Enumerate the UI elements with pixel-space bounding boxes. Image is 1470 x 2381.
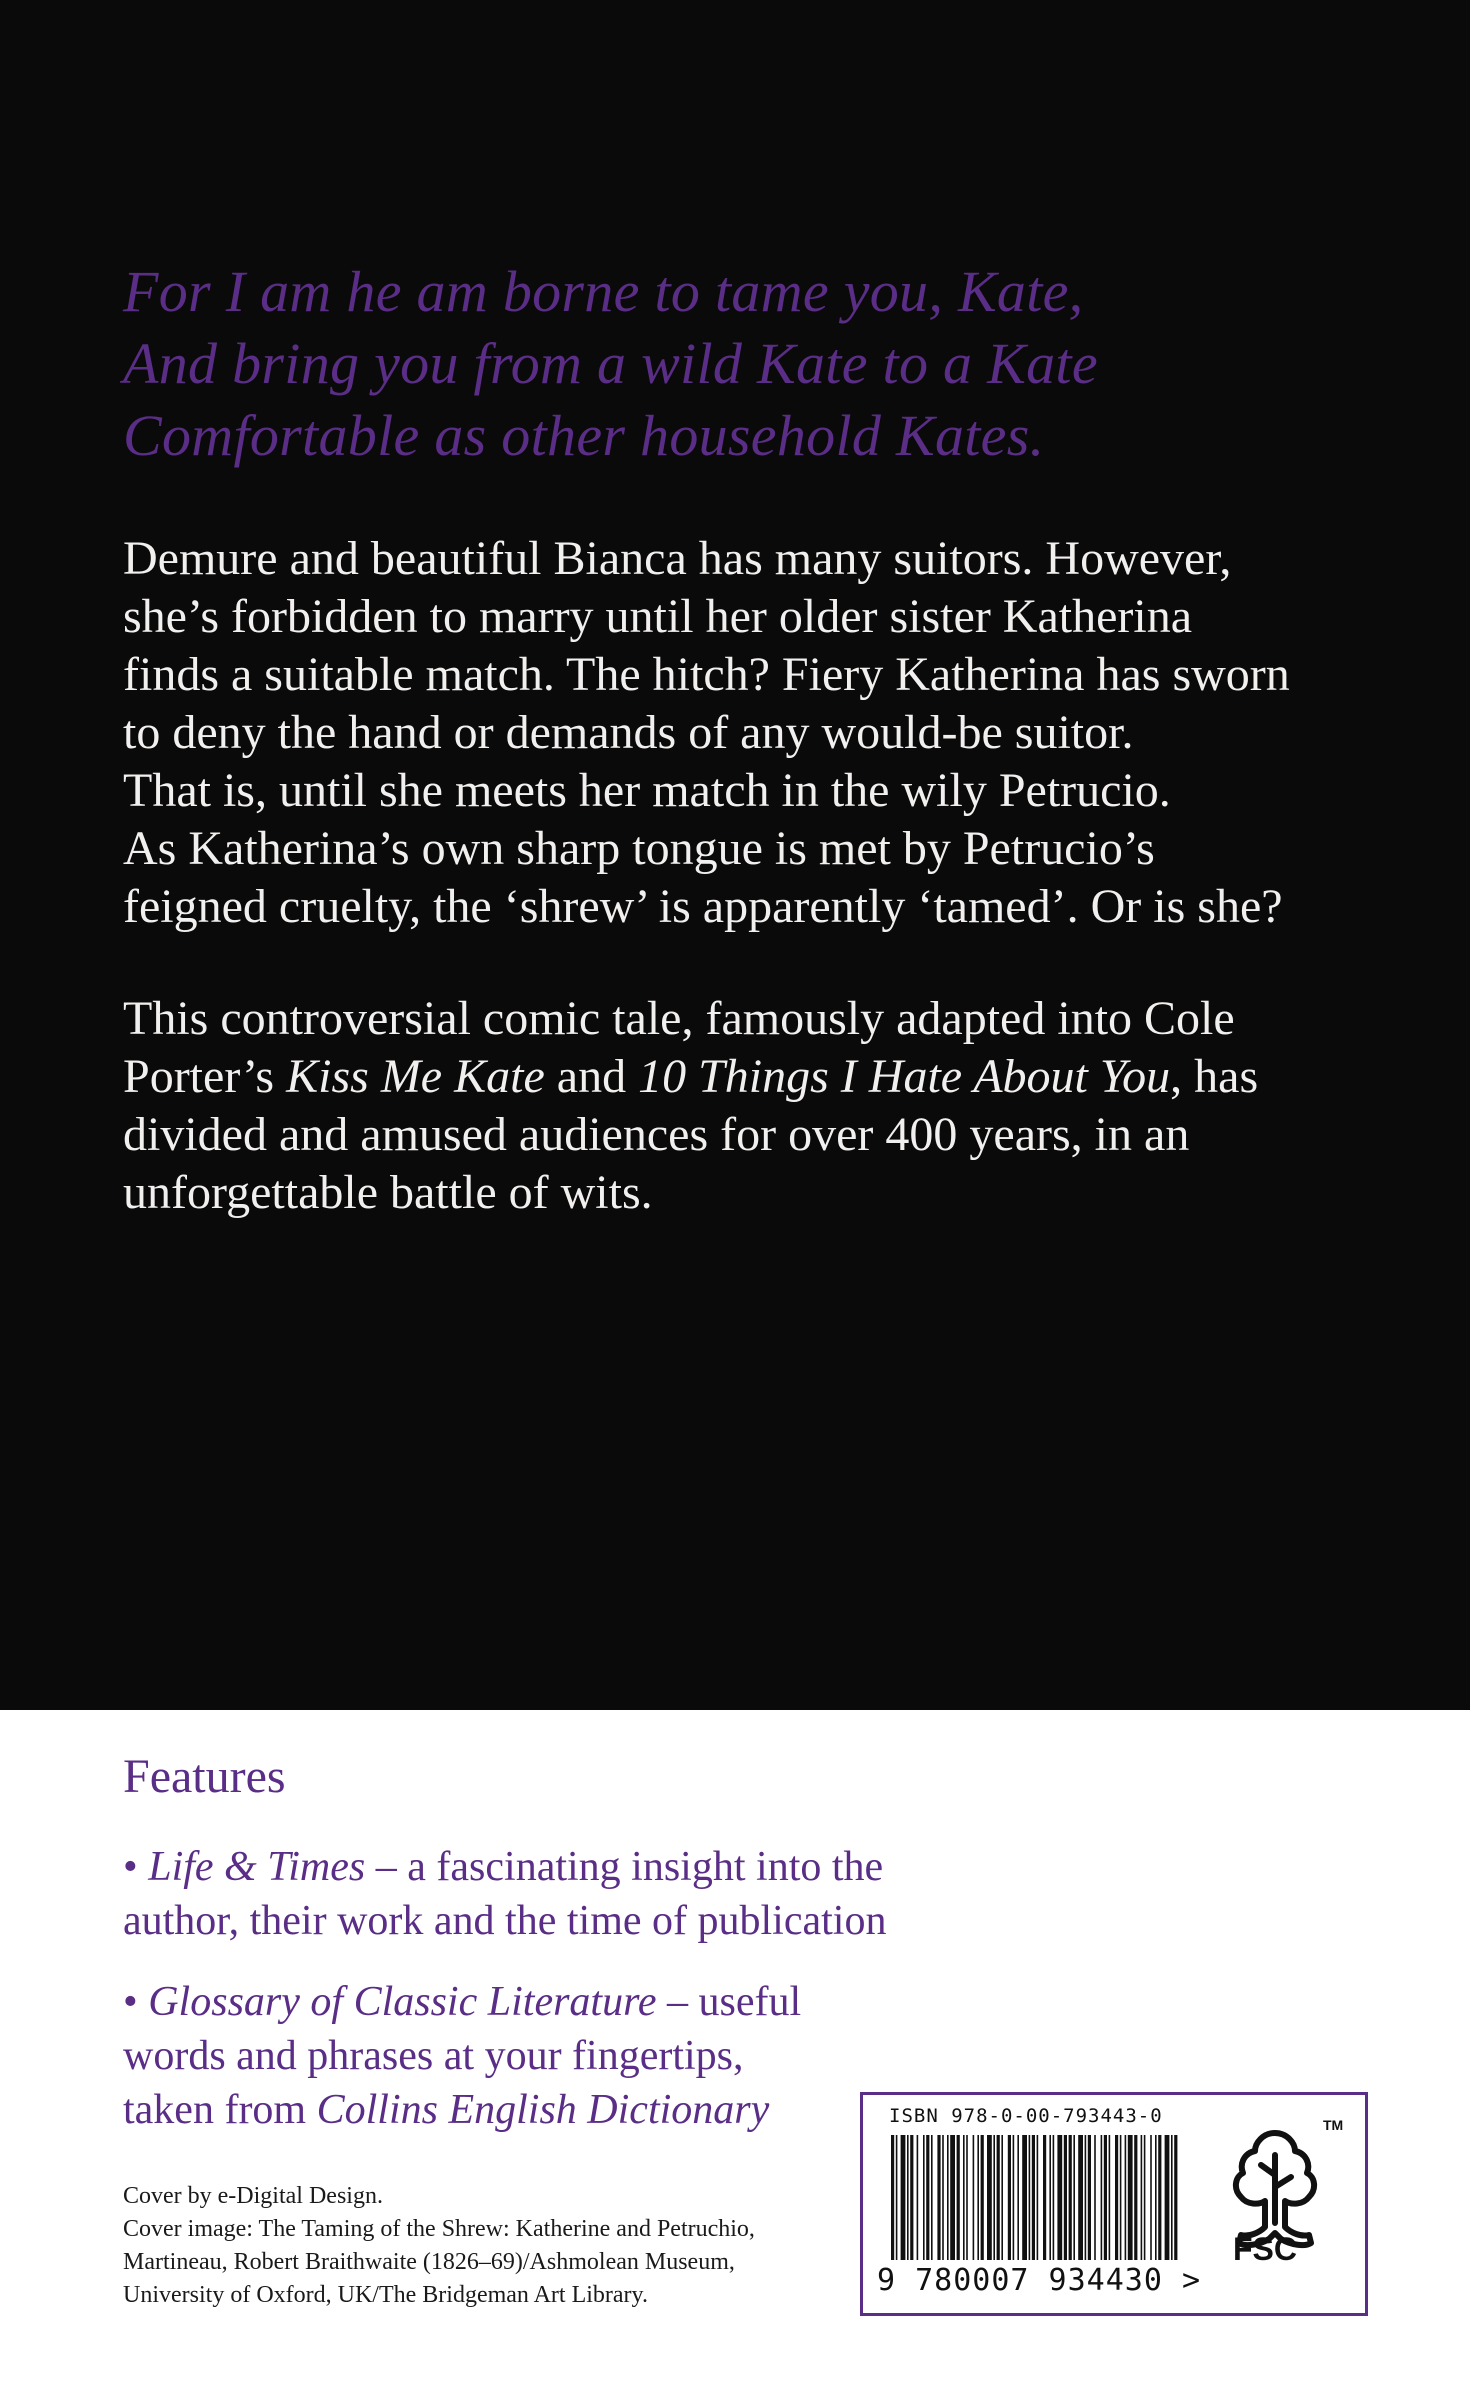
barcode-bar — [1049, 2135, 1051, 2260]
credit-line: Cover image: The Taming of the Shrew: Katherine and Petruchio, — [123, 2216, 755, 2242]
epigraph-line: And bring you from a wild Kate to a Kate — [123, 331, 1098, 396]
barcode-bar — [981, 2135, 984, 2260]
barcode-bar — [957, 2135, 960, 2260]
feature-line — [123, 2083, 943, 2137]
barcode-bar — [1109, 2135, 1111, 2260]
barcode-bar — [901, 2135, 906, 2260]
feature-glossary — [123, 1975, 943, 2137]
barcode-bar — [1134, 2135, 1137, 2260]
blurb-line: As Katherina’s own sharp tongue is met by Petrucio’s — [123, 822, 1155, 875]
bullet: • — [123, 1844, 149, 1890]
barcode-bar — [1094, 2135, 1096, 2260]
feature-text: – a fascinating insight into the — [365, 1844, 884, 1890]
barcode-digits: 9 780007 934430 > — [877, 2263, 1202, 2298]
credit-line: Cover by e-Digital Design. — [123, 2183, 383, 2209]
barcode-bar — [907, 2135, 909, 2260]
barcode-bar — [1088, 2135, 1091, 2260]
barcode-bar — [1155, 2135, 1157, 2260]
feature-line — [123, 1975, 943, 2029]
barcode-bar — [1017, 2135, 1019, 2260]
barcode-bar — [1174, 2135, 1177, 2260]
blurb-line: divided and amused audiences for over 400 years, in an — [123, 1108, 1190, 1161]
barcode-bar — [1120, 2135, 1122, 2260]
barcode-bar — [973, 2135, 975, 2260]
title-10-things: 10 Things I Hate About You — [638, 1050, 1171, 1103]
barcode-bar — [1073, 2135, 1075, 2260]
barcode-bar — [993, 2135, 995, 2260]
isbn-label: ISBN 978-0-00-793443-0 — [889, 2105, 1163, 2127]
feature-name: Life & Times — [148, 1844, 366, 1890]
barcode-bar — [1144, 2135, 1146, 2260]
barcode-bar — [1104, 2135, 1107, 2260]
blurb-line: finds a suitable match. The hitch? Fiery Katherina has sworn — [123, 648, 1290, 701]
barcode-bar — [950, 2135, 955, 2260]
feature-line: author, their work and the time of publication — [123, 1898, 887, 1944]
credit-line: Martineau, Robert Braithwaite (1826–69)/Ashmolean Museum, — [123, 2249, 735, 2275]
barcode-bar — [896, 2135, 898, 2260]
barcode-bar — [1150, 2135, 1152, 2260]
blurb-line: That is, until she meets her match in the wily Petrucio. — [123, 764, 1171, 817]
barcode-bar — [942, 2135, 944, 2260]
barcode-bar — [1053, 2135, 1055, 2260]
features-heading: Features — [123, 1750, 286, 1803]
feature-line: words and phrases at your fingertips, — [123, 2033, 744, 2079]
blurb-line: Demure and beautiful Bianca has many suitors. However, — [123, 532, 1232, 585]
barcode-bar — [1128, 2135, 1133, 2260]
bullet: • — [123, 1979, 149, 2025]
barcode-bar — [1101, 2135, 1103, 2260]
feature-life-and-times — [123, 1840, 943, 1948]
barcode-image — [883, 2135, 1183, 2275]
barcode-bar — [1029, 2135, 1031, 2260]
blurb-line: feigned cruelty, the ‘shrew’ is apparently ‘tamed’. Or is she? — [123, 880, 1283, 933]
barcode-bar — [1078, 2135, 1083, 2260]
barcode-bar — [931, 2135, 933, 2260]
blurb-text: and — [544, 1050, 639, 1103]
title-kiss-me-kate: Kiss Me Kate — [286, 1050, 545, 1103]
barcode-bar — [1032, 2135, 1035, 2260]
feature-text: taken from — [123, 2087, 317, 2133]
fsc-label: FSC — [1233, 2231, 1297, 2267]
blurb-text: , has — [1170, 1050, 1259, 1103]
barcode-bar — [1057, 2135, 1062, 2260]
blurb-line: This controversial comic tale, famously adapted into Cole — [123, 992, 1235, 1045]
barcode-bar — [997, 2135, 1000, 2260]
barcode-bar — [1115, 2135, 1118, 2260]
blurb-line: to deny the hand or demands of any would-be suitor. — [123, 706, 1134, 759]
barcode-bar — [891, 2135, 894, 2260]
barcode-bar — [1022, 2135, 1027, 2260]
feature-name: Glossary of Classic Literature — [148, 1979, 657, 2025]
blurb-paragraph-2 — [123, 990, 1383, 1222]
barcode-bar — [1064, 2135, 1067, 2260]
barcode-bar — [926, 2135, 929, 2260]
barcode-bar — [937, 2135, 940, 2260]
barcode-bar — [1125, 2135, 1127, 2260]
blurb-paragraph-1 — [123, 530, 1383, 936]
barcode-bar — [1043, 2135, 1046, 2260]
barcode-bar — [977, 2135, 979, 2260]
barcode-bar — [1008, 2135, 1011, 2260]
barcode-bar — [966, 2135, 968, 2260]
barcode-bar — [1013, 2135, 1015, 2260]
epigraph-quote — [123, 256, 1373, 472]
barcode-bar — [923, 2135, 925, 2260]
barcode-bar — [1001, 2135, 1003, 2260]
barcode-bar — [947, 2135, 949, 2260]
barcode-bar — [1165, 2135, 1170, 2260]
epigraph-line: Comfortable as other household Kates. — [123, 403, 1045, 468]
barcode-bar — [987, 2135, 992, 2260]
barcode-bar — [1037, 2135, 1039, 2260]
epigraph-line: For I am he am borne to tame you, Kate, — [123, 259, 1084, 324]
blurb-text: Porter’s — [123, 1050, 287, 1103]
barcode-bar — [963, 2135, 965, 2260]
barcode-bar — [1069, 2135, 1072, 2260]
feature-text: – useful — [656, 1979, 802, 2025]
trademark-mark: TM — [1323, 2117, 1344, 2133]
barcode-bar — [910, 2135, 913, 2260]
barcode-bar — [1158, 2135, 1161, 2260]
blurb-line: she’s forbidden to marry until her older sister Katherina — [123, 590, 1193, 643]
barcode-bar — [1171, 2135, 1173, 2260]
blurb-line: unforgettable battle of wits. — [123, 1166, 653, 1219]
isbn-barcode-box — [860, 2092, 1368, 2316]
dictionary-title: Collins English Dictionary — [316, 2087, 770, 2133]
blurb-line — [123, 1048, 1383, 1106]
feature-line — [123, 1840, 943, 1894]
barcode-bar — [1141, 2135, 1143, 2260]
cover-credits — [123, 2180, 843, 2312]
barcode-bar — [917, 2135, 919, 2260]
credit-line: University of Oxford, UK/The Bridgeman Art Library. — [123, 2282, 648, 2308]
barcode-bar — [1085, 2135, 1087, 2260]
